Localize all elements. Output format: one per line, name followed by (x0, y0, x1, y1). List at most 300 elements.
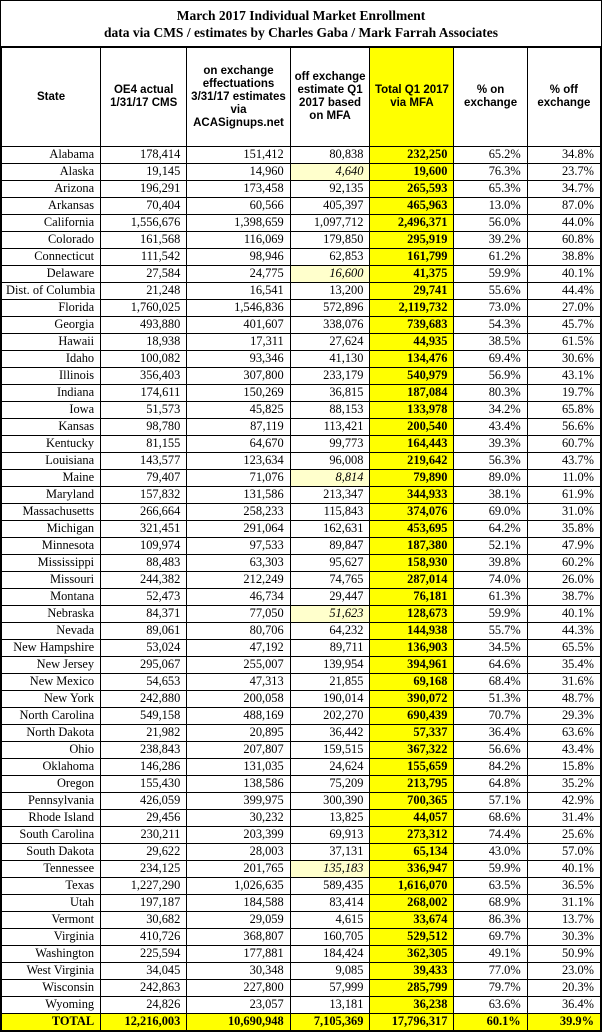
cell-on-exchange: 63,303 (187, 555, 290, 572)
cell-on-exchange: 97,533 (187, 538, 290, 555)
cell-total: 295,919 (370, 232, 454, 249)
cell-pct-on: 77.0% (454, 963, 527, 980)
title-line-1: March 2017 Individual Market Enrollment (176, 8, 426, 23)
cell-total: 164,443 (370, 436, 454, 453)
cell-pct-on: 59.9% (454, 266, 527, 283)
cell-total: 529,512 (370, 929, 454, 946)
cell-pct-off: 87.0% (527, 198, 600, 215)
cell-pct-on: 74.0% (454, 572, 527, 589)
cell-pct-off: 60.7% (527, 436, 600, 453)
table-row (2, 521, 601, 538)
cell-off-exchange: 179,850 (290, 232, 370, 249)
cell-off-exchange: 83,414 (290, 895, 370, 912)
cell-pct-on: 80.3% (454, 385, 527, 402)
cell-oe4-actual: 70,404 (101, 198, 187, 215)
cell-off-exchange: 233,179 (290, 368, 370, 385)
cell-state: Georgia (2, 317, 101, 334)
cell-pct-off: 60.2% (527, 555, 600, 572)
cell-pct-off: 25.6% (527, 827, 600, 844)
cell-oe4-actual: 356,403 (101, 368, 187, 385)
cell-oe4-actual: 53,024 (101, 640, 187, 657)
enrollment-table (1, 47, 601, 1031)
table-body (2, 147, 601, 1031)
cell-off-exchange: 57,999 (290, 980, 370, 997)
cell-oe4-actual: 29,456 (101, 810, 187, 827)
cell-total: 29,741 (370, 283, 454, 300)
cell-pct-on: 69.4% (454, 351, 527, 368)
cell-pct-on: 74.4% (454, 827, 527, 844)
cell-oe4-actual: 81,155 (101, 436, 187, 453)
table-row (2, 419, 601, 436)
cell-pct-off: 35.8% (527, 521, 600, 538)
cell-total: 232,250 (370, 147, 454, 164)
cell-state: New Hampshire (2, 640, 101, 657)
cell-off-exchange: 36,815 (290, 385, 370, 402)
cell-state: Montana (2, 589, 101, 606)
cell-off-exchange: 300,390 (290, 793, 370, 810)
cell-total: 65,134 (370, 844, 454, 861)
cell-pct-off: 57.0% (527, 844, 600, 861)
cell-pct-off: 11.0% (527, 470, 600, 487)
cell-state: Illinois (2, 368, 101, 385)
cell-state: Vermont (2, 912, 101, 929)
cell-state: Michigan (2, 521, 101, 538)
cell-off-exchange: 135,183 (290, 861, 370, 878)
cell-off-exchange: 41,130 (290, 351, 370, 368)
cell-pct-off: 38.8% (527, 249, 600, 266)
cell-on-exchange: 401,607 (187, 317, 290, 334)
cell-off-exchange: 88,153 (290, 402, 370, 419)
cell-oe4-actual: 197,187 (101, 895, 187, 912)
cell-on-exchange: 1,546,836 (187, 300, 290, 317)
cell-state: California (2, 215, 101, 232)
cell-total: 2,496,371 (370, 215, 454, 232)
cell-off-exchange: 69,913 (290, 827, 370, 844)
column-header-state: State (2, 48, 101, 147)
cell-pct-on: 56.3% (454, 453, 527, 470)
cell-state: Tennessee (2, 861, 101, 878)
cell-pct-on: 64.8% (454, 776, 527, 793)
table-row (2, 198, 601, 215)
cell-on-exchange: 80,706 (187, 623, 290, 640)
cell-state: Dist. of Columbia (2, 283, 101, 300)
cell-on-exchange: 258,233 (187, 504, 290, 521)
table-row (2, 640, 601, 657)
cell-off-exchange: 80,838 (290, 147, 370, 164)
cell-oe4-actual: 321,451 (101, 521, 187, 538)
table-row (2, 963, 601, 980)
cell-total-oe4-actual: 12,216,003 (101, 1014, 187, 1031)
cell-pct-off: 56.6% (527, 419, 600, 436)
cell-off-exchange: 16,600 (290, 266, 370, 283)
cell-state: Delaware (2, 266, 101, 283)
cell-off-exchange: 64,232 (290, 623, 370, 640)
cell-state: Colorado (2, 232, 101, 249)
cell-state: Alabama (2, 147, 101, 164)
cell-oe4-actual: 242,863 (101, 980, 187, 997)
cell-off-exchange: 159,515 (290, 742, 370, 759)
cell-state: North Dakota (2, 725, 101, 742)
cell-on-exchange: 29,059 (187, 912, 290, 929)
cell-pct-off: 31.0% (527, 504, 600, 521)
table-row (2, 742, 601, 759)
cell-off-exchange: 74,765 (290, 572, 370, 589)
cell-total: 367,322 (370, 742, 454, 759)
cell-total: 79,890 (370, 470, 454, 487)
table-row (2, 895, 601, 912)
cell-oe4-actual: 157,832 (101, 487, 187, 504)
cell-oe4-actual: 234,125 (101, 861, 187, 878)
cell-pct-off: 34.8% (527, 147, 600, 164)
cell-total: 158,930 (370, 555, 454, 572)
cell-pct-off: 63.6% (527, 725, 600, 742)
cell-on-exchange: 30,348 (187, 963, 290, 980)
cell-pct-on: 61.2% (454, 249, 527, 266)
cell-on-exchange: 399,975 (187, 793, 290, 810)
column-header-pct-on: % on exchange (454, 48, 527, 147)
cell-off-exchange: 202,270 (290, 708, 370, 725)
cell-pct-on: 43.0% (454, 844, 527, 861)
cell-state: Mississippi (2, 555, 101, 572)
cell-state: New York (2, 691, 101, 708)
cell-off-exchange: 36,442 (290, 725, 370, 742)
cell-pct-on: 39.3% (454, 436, 527, 453)
cell-total: 690,439 (370, 708, 454, 725)
cell-total: 344,933 (370, 487, 454, 504)
cell-on-exchange: 368,807 (187, 929, 290, 946)
cell-off-exchange: 95,627 (290, 555, 370, 572)
cell-pct-off: 31.4% (527, 810, 600, 827)
cell-oe4-actual: 100,082 (101, 351, 187, 368)
cell-on-exchange: 123,634 (187, 453, 290, 470)
table-row (2, 351, 601, 368)
cell-on-exchange: 138,586 (187, 776, 290, 793)
cell-pct-off: 35.4% (527, 657, 600, 674)
cell-pct-on: 79.7% (454, 980, 527, 997)
cell-off-exchange: 1,097,712 (290, 215, 370, 232)
cell-total: 453,695 (370, 521, 454, 538)
cell-total: 219,642 (370, 453, 454, 470)
cell-off-exchange: 13,200 (290, 283, 370, 300)
cell-off-exchange: 113,421 (290, 419, 370, 436)
cell-pct-off: 20.3% (527, 980, 600, 997)
cell-on-exchange: 227,800 (187, 980, 290, 997)
cell-oe4-actual: 21,982 (101, 725, 187, 742)
cell-off-exchange: 27,624 (290, 334, 370, 351)
cell-pct-off: 36.4% (527, 997, 600, 1014)
cell-pct-on: 76.3% (454, 164, 527, 181)
cell-pct-off: 23.0% (527, 963, 600, 980)
column-header-pct-off: % off exchange (527, 48, 600, 147)
cell-on-exchange: 47,313 (187, 674, 290, 691)
cell-on-exchange: 87,119 (187, 419, 290, 436)
table-row (2, 317, 601, 334)
cell-pct-on: 59.9% (454, 606, 527, 623)
cell-off-exchange: 162,631 (290, 521, 370, 538)
cell-total: 128,673 (370, 606, 454, 623)
cell-state: Kansas (2, 419, 101, 436)
column-header-oe4-actual: OE4 actual 1/31/17 CMS (101, 48, 187, 147)
cell-pct-on: 69.7% (454, 929, 527, 946)
cell-pct-on: 86.3% (454, 912, 527, 929)
table-row (2, 283, 601, 300)
cell-total-on-exchange: 10,690,948 (187, 1014, 290, 1031)
table-row (2, 572, 601, 589)
cell-total: 161,799 (370, 249, 454, 266)
cell-pct-on: 39.2% (454, 232, 527, 249)
cell-pct-off: 30.6% (527, 351, 600, 368)
table-row (2, 385, 601, 402)
cell-total: 336,947 (370, 861, 454, 878)
cell-state: New Mexico (2, 674, 101, 691)
cell-pct-off: 34.7% (527, 181, 600, 198)
cell-pct-off: 27.0% (527, 300, 600, 317)
cell-oe4-actual: 178,414 (101, 147, 187, 164)
table-row (2, 232, 601, 249)
cell-pct-off: 13.7% (527, 912, 600, 929)
cell-total: 273,312 (370, 827, 454, 844)
cell-total: 44,935 (370, 334, 454, 351)
table-row (2, 164, 601, 181)
cell-oe4-actual: 89,061 (101, 623, 187, 640)
cell-on-exchange: 131,586 (187, 487, 290, 504)
cell-state: Nevada (2, 623, 101, 640)
cell-oe4-actual: 109,974 (101, 538, 187, 555)
cell-off-exchange: 29,447 (290, 589, 370, 606)
cell-off-exchange: 4,615 (290, 912, 370, 929)
table-row (2, 147, 601, 164)
cell-on-exchange: 98,946 (187, 249, 290, 266)
cell-off-exchange: 589,435 (290, 878, 370, 895)
cell-off-exchange: 4,640 (290, 164, 370, 181)
cell-pct-off: 31.1% (527, 895, 600, 912)
cell-oe4-actual: 18,938 (101, 334, 187, 351)
cell-state: South Dakota (2, 844, 101, 861)
cell-off-exchange: 338,076 (290, 317, 370, 334)
cell-on-exchange: 60,566 (187, 198, 290, 215)
cell-pct-on: 64.2% (454, 521, 527, 538)
table-row (2, 674, 601, 691)
cell-on-exchange: 488,169 (187, 708, 290, 725)
cell-oe4-actual: 174,611 (101, 385, 187, 402)
cell-pct-on: 63.5% (454, 878, 527, 895)
cell-off-exchange: 160,705 (290, 929, 370, 946)
cell-oe4-actual: 238,843 (101, 742, 187, 759)
cell-on-exchange: 46,734 (187, 589, 290, 606)
cell-total-total: 17,796,317 (370, 1014, 454, 1031)
cell-total: 41,375 (370, 266, 454, 283)
cell-state: Wisconsin (2, 980, 101, 997)
cell-state: South Carolina (2, 827, 101, 844)
cell-total: 33,674 (370, 912, 454, 929)
table-row (2, 436, 601, 453)
table-row (2, 368, 601, 385)
cell-on-exchange: 1,398,659 (187, 215, 290, 232)
cell-total: 187,380 (370, 538, 454, 555)
table-total-row (2, 1014, 601, 1031)
column-header-total: Total Q1 2017 via MFA (370, 48, 454, 147)
cell-on-exchange: 184,588 (187, 895, 290, 912)
cell-total: 134,476 (370, 351, 454, 368)
cell-oe4-actual: 295,067 (101, 657, 187, 674)
table-row (2, 181, 601, 198)
cell-pct-on: 49.1% (454, 946, 527, 963)
cell-oe4-actual: 410,726 (101, 929, 187, 946)
cell-pct-on: 59.9% (454, 861, 527, 878)
cell-total: 76,181 (370, 589, 454, 606)
cell-pct-on: 55.7% (454, 623, 527, 640)
cell-pct-off: 47.9% (527, 538, 600, 555)
cell-pct-on: 65.3% (454, 181, 527, 198)
table-row (2, 691, 601, 708)
cell-state: West Virginia (2, 963, 101, 980)
cell-total: 265,593 (370, 181, 454, 198)
cell-oe4-actual: 146,286 (101, 759, 187, 776)
cell-state: Idaho (2, 351, 101, 368)
title-line-2: data via CMS / estimates by Charles Gaba / Mark Farrah Associates (103, 25, 499, 40)
cell-pct-off: 19.7% (527, 385, 600, 402)
cell-pct-off: 35.2% (527, 776, 600, 793)
cell-on-exchange: 16,541 (187, 283, 290, 300)
cell-total: 394,961 (370, 657, 454, 674)
cell-pct-off: 29.3% (527, 708, 600, 725)
cell-off-exchange: 62,853 (290, 249, 370, 266)
cell-state: New Jersey (2, 657, 101, 674)
table-row (2, 980, 601, 997)
cell-total: 540,979 (370, 368, 454, 385)
cell-on-exchange: 23,057 (187, 997, 290, 1014)
cell-pct-off: 65.5% (527, 640, 600, 657)
cell-oe4-actual: 34,045 (101, 963, 187, 980)
cell-oe4-actual: 196,291 (101, 181, 187, 198)
cell-oe4-actual: 79,407 (101, 470, 187, 487)
cell-oe4-actual: 51,573 (101, 402, 187, 419)
cell-pct-off: 38.7% (527, 589, 600, 606)
cell-on-exchange: 307,800 (187, 368, 290, 385)
cell-pct-on: 56.6% (454, 742, 527, 759)
cell-pct-off: 43.1% (527, 368, 600, 385)
cell-oe4-actual: 143,577 (101, 453, 187, 470)
cell-total: 155,659 (370, 759, 454, 776)
cell-state: North Carolina (2, 708, 101, 725)
cell-on-exchange: 14,960 (187, 164, 290, 181)
table-row (2, 810, 601, 827)
cell-on-exchange: 20,895 (187, 725, 290, 742)
cell-off-exchange: 89,711 (290, 640, 370, 657)
cell-pct-off: 43.7% (527, 453, 600, 470)
table-row (2, 538, 601, 555)
cell-state: Connecticut (2, 249, 101, 266)
cell-state: Rhode Island (2, 810, 101, 827)
cell-total: 187,084 (370, 385, 454, 402)
cell-oe4-actual: 111,542 (101, 249, 187, 266)
cell-state: Florida (2, 300, 101, 317)
table-row (2, 606, 601, 623)
cell-on-exchange: 173,458 (187, 181, 290, 198)
cell-pct-on: 69.0% (454, 504, 527, 521)
cell-pct-on: 73.0% (454, 300, 527, 317)
cell-oe4-actual: 1,227,290 (101, 878, 187, 895)
table-row (2, 793, 601, 810)
cell-pct-on: 38.5% (454, 334, 527, 351)
cell-on-exchange: 45,825 (187, 402, 290, 419)
table-row (2, 657, 601, 674)
cell-off-exchange: 190,014 (290, 691, 370, 708)
table-row (2, 300, 601, 317)
cell-state: Hawaii (2, 334, 101, 351)
cell-total: 465,963 (370, 198, 454, 215)
cell-pct-off: 31.6% (527, 674, 600, 691)
cell-total: 362,305 (370, 946, 454, 963)
cell-pct-off: 26.0% (527, 572, 600, 589)
cell-oe4-actual: 21,248 (101, 283, 187, 300)
cell-off-exchange: 24,624 (290, 759, 370, 776)
cell-state: Wyoming (2, 997, 101, 1014)
cell-oe4-actual: 1,556,676 (101, 215, 187, 232)
cell-pct-on: 68.6% (454, 810, 527, 827)
table-row (2, 504, 601, 521)
cell-oe4-actual: 426,059 (101, 793, 187, 810)
table-row (2, 470, 601, 487)
table-row (2, 861, 601, 878)
table-row (2, 266, 601, 283)
cell-total: 57,337 (370, 725, 454, 742)
table-row (2, 402, 601, 419)
cell-total: 285,799 (370, 980, 454, 997)
cell-state: Arizona (2, 181, 101, 198)
cell-total-label: TOTAL (2, 1014, 101, 1031)
cell-on-exchange: 47,192 (187, 640, 290, 657)
table-row (2, 946, 601, 963)
cell-off-exchange: 213,347 (290, 487, 370, 504)
table-row (2, 453, 601, 470)
cell-oe4-actual: 225,594 (101, 946, 187, 963)
cell-on-exchange: 77,050 (187, 606, 290, 623)
column-header-on-exchange: on exchange effectuations 3/31/17 estimates via ACASignups.net (187, 48, 290, 147)
table-row (2, 929, 601, 946)
cell-total: 287,014 (370, 572, 454, 589)
cell-total: 144,938 (370, 623, 454, 640)
table-row (2, 249, 601, 266)
cell-on-exchange: 116,069 (187, 232, 290, 249)
cell-pct-off: 65.8% (527, 402, 600, 419)
cell-off-exchange: 37,131 (290, 844, 370, 861)
cell-pct-on: 63.6% (454, 997, 527, 1014)
cell-pct-off: 60.8% (527, 232, 600, 249)
cell-state: Pennsylvania (2, 793, 101, 810)
cell-total-off-exchange: 7,105,369 (290, 1014, 370, 1031)
cell-total: 2,119,732 (370, 300, 454, 317)
cell-state: Maryland (2, 487, 101, 504)
cell-state: Utah (2, 895, 101, 912)
cell-pct-on: 57.1% (454, 793, 527, 810)
title-block (1, 1, 601, 47)
cell-total: 19,600 (370, 164, 454, 181)
cell-on-exchange: 71,076 (187, 470, 290, 487)
table-row (2, 725, 601, 742)
cell-oe4-actual: 266,664 (101, 504, 187, 521)
cell-off-exchange: 75,209 (290, 776, 370, 793)
cell-pct-on: 51.3% (454, 691, 527, 708)
cell-pct-on: 34.2% (454, 402, 527, 419)
cell-pct-off: 40.1% (527, 606, 600, 623)
cell-pct-off: 44.0% (527, 215, 600, 232)
cell-pct-off: 44.4% (527, 283, 600, 300)
cell-total: 200,540 (370, 419, 454, 436)
cell-on-exchange: 131,035 (187, 759, 290, 776)
cell-pct-off: 43.4% (527, 742, 600, 759)
table-row (2, 589, 601, 606)
